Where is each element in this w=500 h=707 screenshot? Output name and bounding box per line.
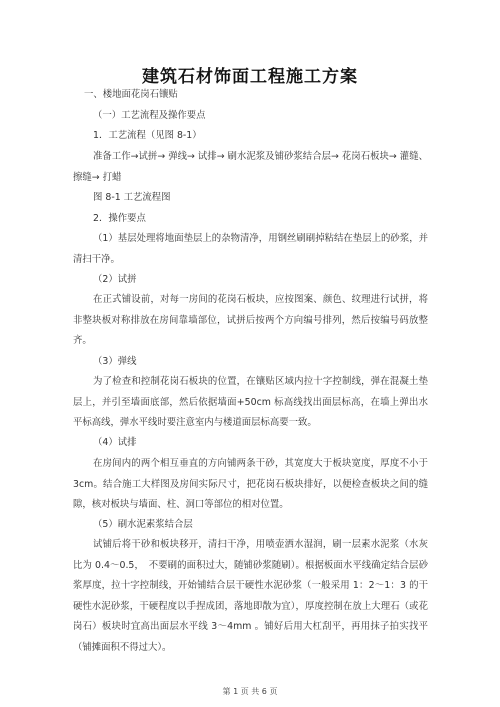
heading-bonding-layer: （5）刷水泥素浆结合层	[93, 519, 193, 530]
paragraph-trial-layout: 在房间内的两个相互垂直的方向铺两条干砂，其宽度大于板块宽度，厚度不小于3cm。结合施工大样图及房间实际尺寸，把花岗石板块排好，以便检查板块之间的缝隙，核对板块与墙面、柱、洞口等部位的相对位置。	[73, 458, 428, 510]
paragraph-line-marking: 为了检查和控制花岗石板块的位置，在镶贴区域内拉十字控制线，弹在混凝土垫层上，并引至墙面底部，然后依据墙面+50cm 标高线找出面层标高，在墙上弹出水平标高线，弹水平线时要注意室内与楼道面层标高要一致。	[73, 376, 428, 428]
paragraph-bonding-layer: 试铺后将干砂和板块移开，清扫干净，用喷壶洒水湿润，刷一层素水泥浆（水灰比为 0.4～0.5， 不要刷的面积过大，随铺砂浆随刷）。根据板面水平线确定结合层砂浆厚度，拉十字控制线，开始铺结合层干硬性水泥砂浆（一般采用 1：2～1：3 的干硬性水泥砂浆，干硬程度以手捏成团，落地即散为宜），厚度控制在放上大理石（或花岗石）板块时宜高出面层水平线 3～4mm 。铺好后用大杠刮平，再用抹子拍实找平（铺摊面积不得过大）。	[73, 539, 428, 653]
paragraph-trial-fit: 在正式铺设前，对每一房间的花岗石板块，应按图案、颜色、纹理进行试拼，将非整块板对称排放在房间靠墙部位，试拼后按两个方向编号排列，然后按编号码放整齐。	[73, 294, 428, 346]
heading-trial-layout: （4）试排	[93, 437, 137, 448]
heading-trial-fit: （2）试拼	[93, 274, 137, 285]
heading-line-marking: （3）弹线	[93, 356, 137, 367]
heading-process-flow: 1．工艺流程（见图 8-1）	[93, 130, 202, 141]
figure-caption: 图 8-1 工艺流程图	[93, 192, 171, 203]
document-title: 建筑石材饰面工程施工方案	[142, 67, 358, 87]
heading-section-1: 一、楼地面花岗石镶贴	[84, 89, 178, 100]
paragraph-base-treatment: （1）基层处理将地面垫层上的杂物清净，用钢丝刷刷掉粘结在垫层上的砂浆，并清扫干净。	[73, 233, 428, 265]
heading-subsection-1: （一）工艺流程及操作要点	[93, 110, 206, 121]
process-flow-text: 准备工作→试拼→ 弹线→ 试排→ 刷水泥浆及铺砂浆结合层→ 花岗石板块→ 灌缝、擦缝→ 打蜡	[73, 151, 428, 183]
page-footer: 第 1 页 共 6 页	[222, 687, 278, 696]
heading-key-points: 2．操作要点	[93, 213, 146, 224]
